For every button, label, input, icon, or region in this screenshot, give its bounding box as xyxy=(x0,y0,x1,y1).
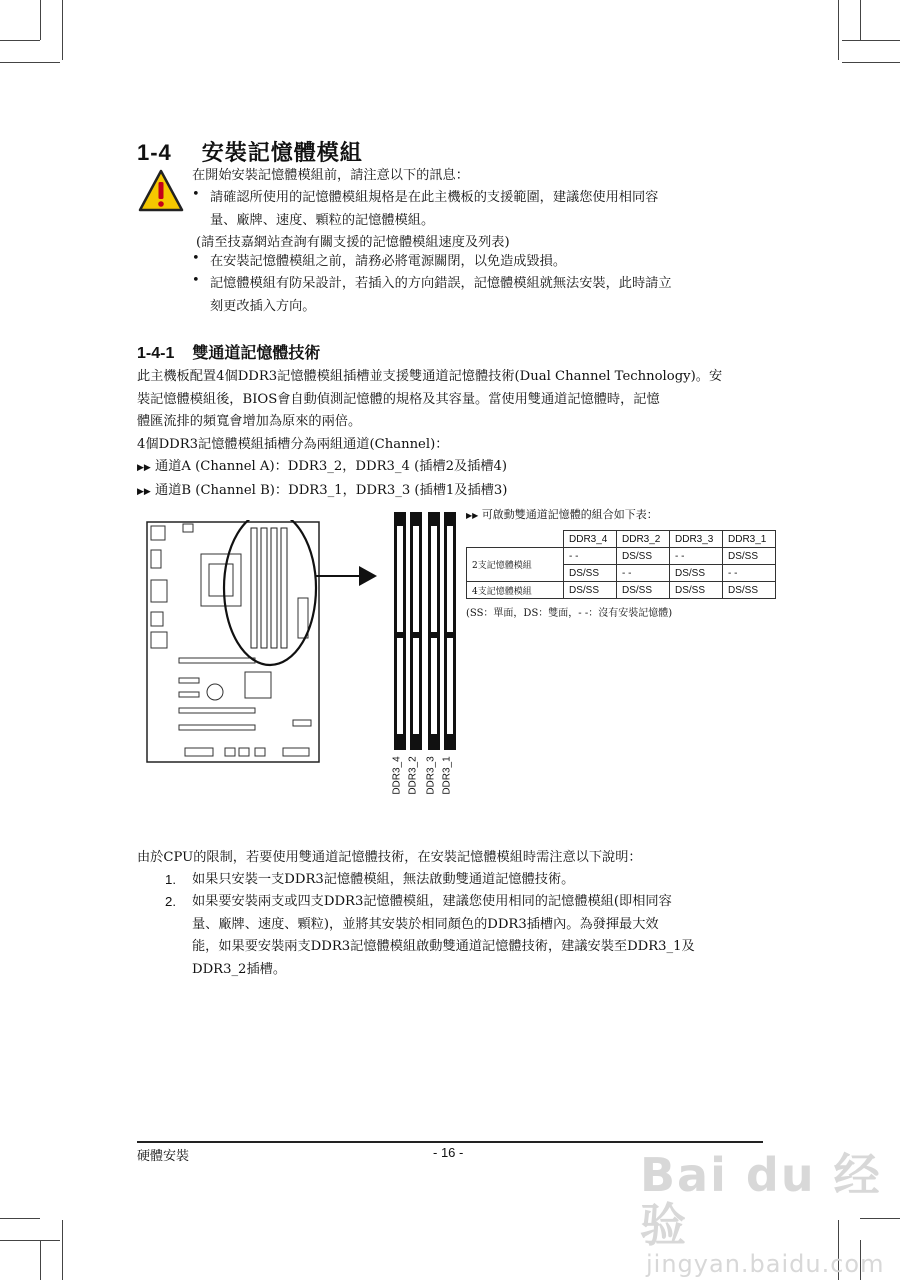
slot-labels xyxy=(391,756,466,798)
double-arrow-icon: ▶▶ xyxy=(137,463,151,473)
caution-item-2: 在安裝記憶體模組之前，請務必將電源關閉，以免造成毀損。 xyxy=(210,254,567,269)
list-number: 2. xyxy=(165,894,176,909)
crop-mark xyxy=(0,1218,40,1219)
table-caption: ▶▶ 可啟動雙通道記憶體的組合如下表： xyxy=(466,508,658,521)
footer-rule xyxy=(137,1141,763,1143)
crop-mark xyxy=(0,1240,60,1241)
slot-label: DDR3_2 xyxy=(407,756,419,795)
watermark-url: jingyan.baidu.com xyxy=(646,1250,885,1278)
section-number: 1-4 xyxy=(137,140,172,165)
dual-channel-table xyxy=(466,530,776,599)
intro-paragraph: 此主機板配置4個DDR3記憶體模組插槽並支援雙通道記憶體技術(Dual Channel Technology)。安 裝記憶體模組後，BIOS會自動偵測記憶體的規格及其容量。當使用雙通道記憶體時，記憶 體匯流排的頻寬會增加為原來的兩倍。 4個DDR3記憶體模組插槽分為兩組通道(Channel)： ▶▶ 通道A (Channel A)：DDR3_2，DDR3_4 (插槽2及插槽4) ▶▶ 通道B (Channel B)：DDR3_1，DDR3_3 (插槽1及插槽3) xyxy=(137,369,723,498)
table-note: (SS：單面，DS：雙面，- -：沒有安裝記憶體) xyxy=(466,608,673,619)
channel-a-text: 通道A (Channel A)：DDR3_2，DDR3_4 (插槽2及插槽4) xyxy=(155,459,508,474)
table-row: DS/SS - - DS/SS - - xyxy=(467,565,776,582)
page-number: - 16 - xyxy=(433,1145,464,1160)
bullet: • xyxy=(192,187,200,202)
crop-mark xyxy=(0,40,40,41)
baidu-watermark xyxy=(640,1150,900,1278)
motherboard-diagram xyxy=(143,520,383,774)
double-arrow-icon: ▶▶ xyxy=(466,511,479,520)
bullet: • xyxy=(192,273,200,288)
crop-mark xyxy=(62,1220,63,1280)
table-header: DDR3_1 xyxy=(723,531,776,548)
crop-mark xyxy=(0,62,60,63)
crop-mark xyxy=(842,40,900,41)
slot-label: DDR3_1 xyxy=(441,756,453,795)
section-heading xyxy=(137,136,363,167)
slot-label: DDR3_4 xyxy=(391,756,403,795)
cpu-note-item-1: 如果只安裝一支DDR3記憶體模組，無法啟動雙通道記憶體技術。 xyxy=(192,872,575,887)
table-header: DDR3_3 xyxy=(670,531,723,548)
crop-mark xyxy=(40,1240,41,1280)
cpu-note-intro: 由於CPU的限制，若要使用雙通道記憶體技術，在安裝記憶體模組時需注意以下說明： xyxy=(137,850,642,865)
subsection-heading xyxy=(137,340,320,363)
footer-chapter: 硬體安裝 xyxy=(137,1149,190,1164)
warning-icon xyxy=(138,168,184,218)
crop-mark xyxy=(838,0,839,60)
table-header: DDR3_4 xyxy=(564,531,617,548)
watermark-logo: Bai du 经验 xyxy=(640,1148,882,1252)
list-number: 1. xyxy=(165,872,176,887)
crop-mark xyxy=(842,62,900,63)
caution-intro: 在開始安裝記憶體模組前，請注意以下的訊息： xyxy=(192,168,469,183)
dimm-slots-diagram xyxy=(392,512,464,756)
crop-mark xyxy=(40,0,41,40)
table-row: 2支記憶體模組 - - DS/SS - - DS/SS xyxy=(467,548,776,565)
caution-item-3: 記憶體模組有防呆設計，若插入的方向錯誤，記憶體模組就無法安裝，此時請立 刻更改插入方向。 xyxy=(210,276,672,314)
table-row: 4支記憶體模組 DS/SS DS/SS DS/SS DS/SS xyxy=(467,582,776,599)
cpu-note-item-2: 如果要安裝兩支或四支DDR3記憶體模組，建議您使用相同的記憶體模組(即相同容 量、廠牌、速度、顆粒)，並將其安裝於相同顏色的DDR3插槽內。為發揮最大效 能，如果要安裝兩支DDR3記憶體模組啟動雙通道記憶體技術，建議安裝至DDR3_1及 DDR3_2插槽。 xyxy=(192,894,695,977)
caution-item-1: 請確認所使用的記憶體模組規格是在此主機板的支援範圍，建議您使用相同容 量、廠牌、速度、顆粒的記憶體模組。 (請至技嘉網站查詢有關支援的記憶體模組速度及列表) xyxy=(196,190,659,250)
subsection-title: 雙通道記憶體技術 xyxy=(192,343,321,362)
crop-mark xyxy=(62,0,63,60)
subsection-number: 1-4-1 xyxy=(137,345,175,362)
double-arrow-icon: ▶▶ xyxy=(137,486,151,497)
channel-b-text: 通道B (Channel B)：DDR3_1，DDR3_3 (插槽1及插槽3) xyxy=(155,482,508,498)
section-title: 安裝記憶體模組 xyxy=(201,140,363,166)
slot-label: DDR3_3 xyxy=(425,756,437,795)
crop-mark xyxy=(860,0,861,40)
table-header: DDR3_2 xyxy=(617,531,670,548)
bullet: • xyxy=(192,251,200,266)
